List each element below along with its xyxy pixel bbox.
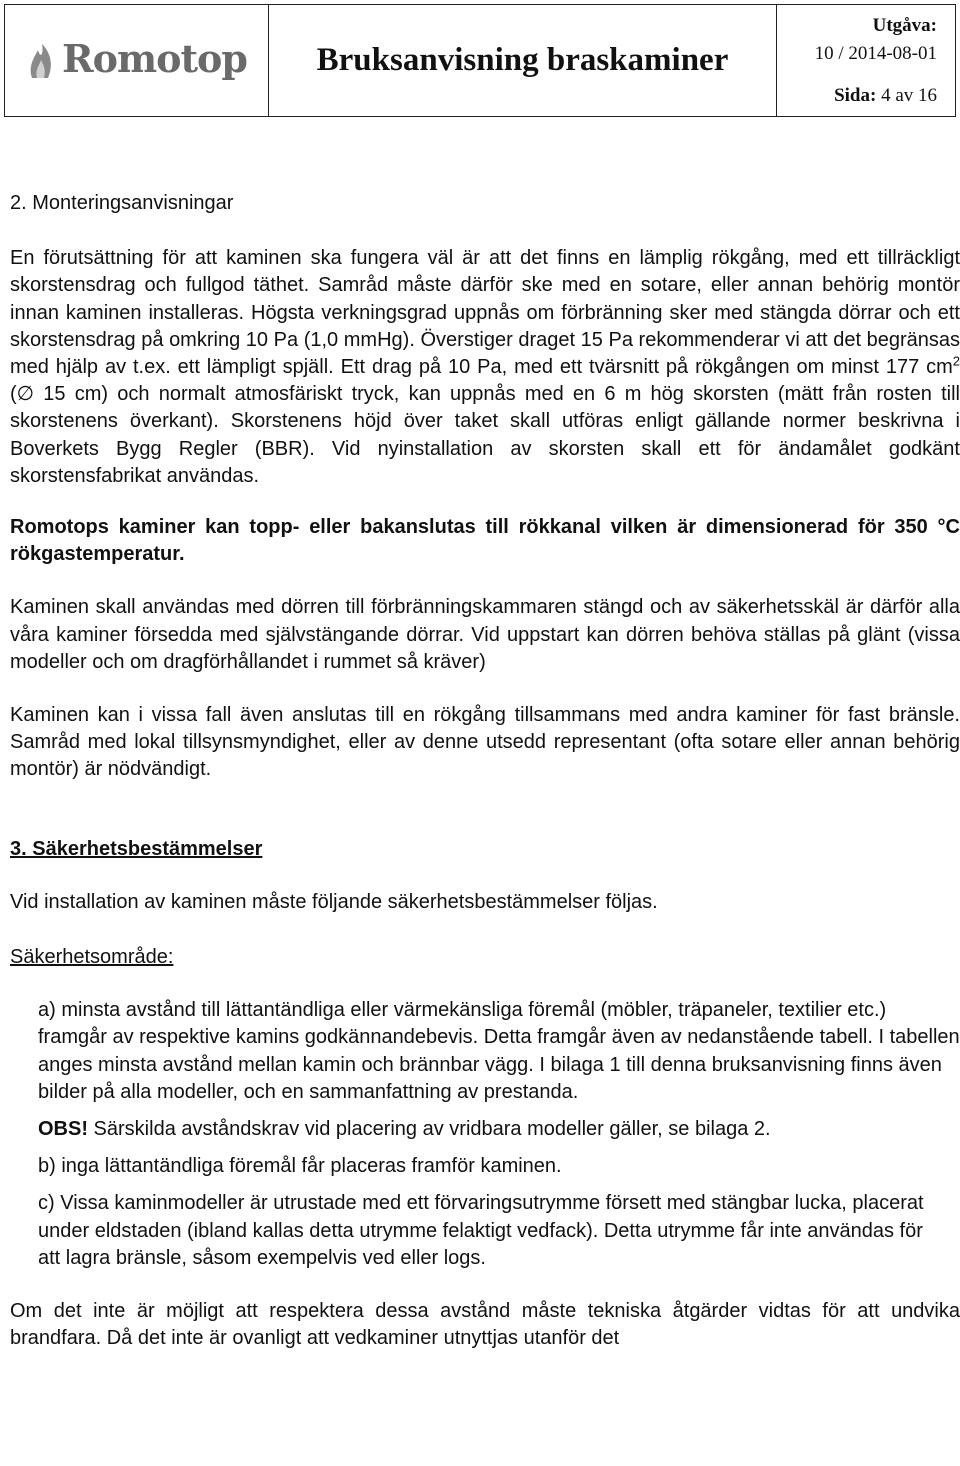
item-a: a) minsta avstånd till lättantändliga eller värmekänsliga föremål (möbler, träpaneler, textilier etc.) framgår av respektive kamins godkännandebevis. Detta framgår även av nedanstående tabell. I tabellen anges minsta avstånd mellan kamin och brännbar vägg. I bilaga 1 till denna bruksanvisning finns även bilder på alla modeller, och en sammanfattning av prestanda.	[38, 999, 960, 1103]
romotop-logo	[26, 36, 247, 81]
superscript-2: 2	[952, 353, 960, 369]
safety-area-subheading: Säkerhetsområde:	[10, 946, 174, 969]
document-meta	[777, 5, 956, 117]
paragraph-1-text-a: En förutsättning för att kaminen ska fungera väl är att det finns en lämplig rökgång, med ett tillräckligt skorstensdrag och fullgod täthet. Samråd måste därför ske med en sotare, eller annan behörig montör innan kaminen installeras. Högsta verkningsgrad uppnås om förbränning sker med stängda dörrar och ett skorstensdrag på omkring 10 Pa (1,0 mmHg). Överstiger draget 15 Pa rekommenderar vi att det begränsas med hjälp av t.ex. ett lämpligt spjäll. Ett drag på 10 Pa, med ett tvärsnitt på rökgången om minst 177 cm	[10, 247, 960, 379]
section-2-paragraph-3: Kaminen skall användas med dörren till förbränningskammaren stängd och av säkerhetsskäl är därför alla våra kaminer försedda med självstängande dörrar. Vid uppstart kan dörren behöva ställas på glänt (vissa modeller och om dragförhållandet i rummet så kräver)	[10, 596, 960, 673]
page-header	[4, 4, 956, 117]
section-2-paragraph-2: Romotops kaminer kan topp- eller bakanslutas till rökkanal vilken är dimensionerad för 350 °C rökgastemperatur.	[10, 516, 960, 566]
item-c: c) Vissa kaminmodeller är utrustade med ett förvaringsutrymme försett med stängbar lucka, placerat under eldstaden (ibland kallas detta utrymme felaktigt vedfack). Detta utrymme får inte användas för att lagra bränsle, såsom exempelvis ved eller logs.	[38, 1192, 924, 1269]
document-body	[10, 190, 960, 1353]
obs-note	[38, 1116, 960, 1143]
logo-cell	[5, 5, 269, 117]
page-label: Sida:	[834, 84, 877, 106]
obs-label: OBS!	[38, 1118, 88, 1141]
section-3-intro: Vid installation av kaminen måste följande säkerhetsbestämmelser följas.	[10, 890, 658, 913]
logo-text: Romotop	[62, 35, 247, 81]
obs-text: Särskilda avståndskrav vid placering av vridbara modeller gäller, se bilaga 2.	[88, 1118, 771, 1141]
closing-paragraph: Om det inte är möjligt att respektera dessa avstånd måste tekniska åtgärder vidtas för att undvika brandfara. Då det inte är ovanligt att vedkaminer utnyttjas utanför det	[10, 1300, 960, 1350]
edition-value: 10 / 2014-08-01	[814, 42, 937, 64]
document-title: Bruksanvisning braskaminer	[269, 5, 777, 117]
section-2-paragraph-1	[10, 245, 960, 490]
item-b: b) inga lättantändliga föremål får placeras framför kaminen.	[38, 1155, 562, 1178]
section-3-heading: 3. Säkerhetsbestämmelser	[10, 837, 263, 860]
page-value: 4 av 16	[881, 84, 937, 106]
diameter-symbol: (∅	[10, 383, 35, 406]
section-2-heading: 2. Monteringsanvisningar	[10, 192, 234, 214]
section-2-paragraph-4: Kaminen kan i vissa fall även anslutas till en rökgång tillsammans med andra kaminer för fast bränsle. Samråd med lokal tillsynsmyndighet, eller av denne utsedd representant (ofta sotare eller annan behörig montör) är nödvändigt.	[10, 704, 960, 781]
paragraph-1-text-b: 15 cm) och normalt atmosfäriskt tryck, kan uppnås med en 6 m hög skorsten (mätt från rosten till skorstenens överkant). Skorstenens höjd över taket skall utföras enligt gällande normer beskrivna i Boverkets Bygg Regler (BBR). Vid nyinstallation av skorsten skall ett för ändamålet godkänt skorstensfabrikat användas.	[10, 383, 960, 487]
flame-logo-icon	[26, 36, 56, 80]
edition-label: Utgåva:	[872, 14, 937, 36]
